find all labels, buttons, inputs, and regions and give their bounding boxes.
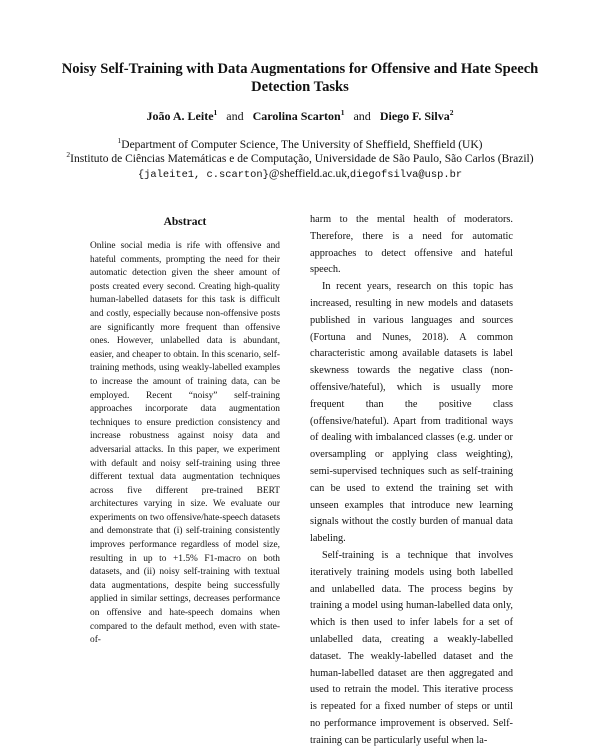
author-affiliation-mark: 1 (340, 108, 345, 117)
abstract-text: Online social media is rife with offensive and hateful comments, prompting the need for their automatic detection given the sheer amount of posts created every second. Creating high-quality human-labelled datasets for this task is difficult and costly, especially because non-offensive posts are significantly more frequent than offensive ones. However, unlabelled data is abundant, easier, and cheaper to obtain. In this scenario, self-training methods, using weakly-labelled examples to increase the amount of training data, can be employed. Recent “noisy” self-training approaches incorporate data augmentation techniques to ensure prediction consistency and increase robustness against noisy data and adversarial attacks. In this paper, we experiment with default and noisy self-training using three different textual data augmentation techniques across five different pre-trained BERT architectures varying in size. We evaluate our experiments on two offensive/hate-speech datasets and demonstrate that (i) self-training consistently improves performance regardless of model size, resulting in up to +1.5% F1-macro on both datasets, and (ii) noisy self-training with textual data augmentations, despite being successfully applied in similar settings, decreases performance on offensive and hate-speech domains when compared to the default method, even with state-of- (90, 241, 280, 646)
author-name: João A. Leite (146, 109, 214, 123)
affiliation-mark: 2 (66, 150, 71, 160)
body-paragraph: Self-training is a technique that involves iteratively training models using both labelled and unlabelled data. The process begins by training a model using human-labelled data only, which is then used to infer labels for a set of unlabelled data, creating a weakly-labelled dataset. The weakly-labelled dataset and the human-labelled dataset are then aggregated and used to retrain the model. This iterative process is repeated for a fixed number of steps or until no performance improvement is observed. Self-training can be particularly useful when la- (310, 549, 513, 746)
author-affiliation-mark: 2 (449, 108, 454, 117)
email-second: diegofsilva@usp.br (349, 169, 463, 181)
author-list (40, 109, 560, 123)
author-name: Carolina Scarton (252, 109, 341, 123)
author-separator: and (353, 109, 371, 123)
body-paragraph: harm to the mental health of moderators. Therefore, there is a need for automatic approaches to detect offensive and hateful speech. (310, 214, 513, 276)
affiliation (20, 138, 580, 152)
abstract-heading: Abstract (163, 216, 207, 228)
paper-title: Noisy Self-Training with Data Augmentations for Offensive and Hate Speech Detection Tasks (61, 61, 539, 95)
email-usernames: {jaleite1, c.scarton} (137, 169, 269, 181)
author-emails (20, 167, 580, 182)
body-column-right (310, 212, 513, 750)
affiliation (20, 152, 580, 166)
affiliation-text: Instituto de Ciências Matemáticas e de Computação, Universidade de São Paulo, São Carlos (Brazil) (70, 153, 534, 165)
body-paragraph: In recent years, research on this topic has increased, resulting in new models and datasets published in various languages and sources (Fortuna and Nunes, 2018). A common characteristic among available datasets is label skewness towards the negative class (non-offensive/hateful), which is usually more frequent than the positive class (offensive/hateful). Apart from traditional ways of dealing with imbalanced classes (e.g. under or oversampling or applying class weighting), semi-supervised techniques such as self-training can be used to extend the training set with unseen examples that introduce new learning signals without the costly burden of manual data labeling. (310, 281, 513, 545)
affiliation-text: Department of Computer Science, The University of Sheffield, Sheffield (UK) (121, 139, 483, 151)
author-name: Diego F. Silva (379, 109, 450, 123)
author-affiliation-mark: 1 (213, 108, 218, 117)
author-separator: and (226, 109, 244, 123)
affiliation-mark: 1 (117, 136, 122, 146)
email-domain: @sheffield.ac.uk, (268, 168, 350, 180)
